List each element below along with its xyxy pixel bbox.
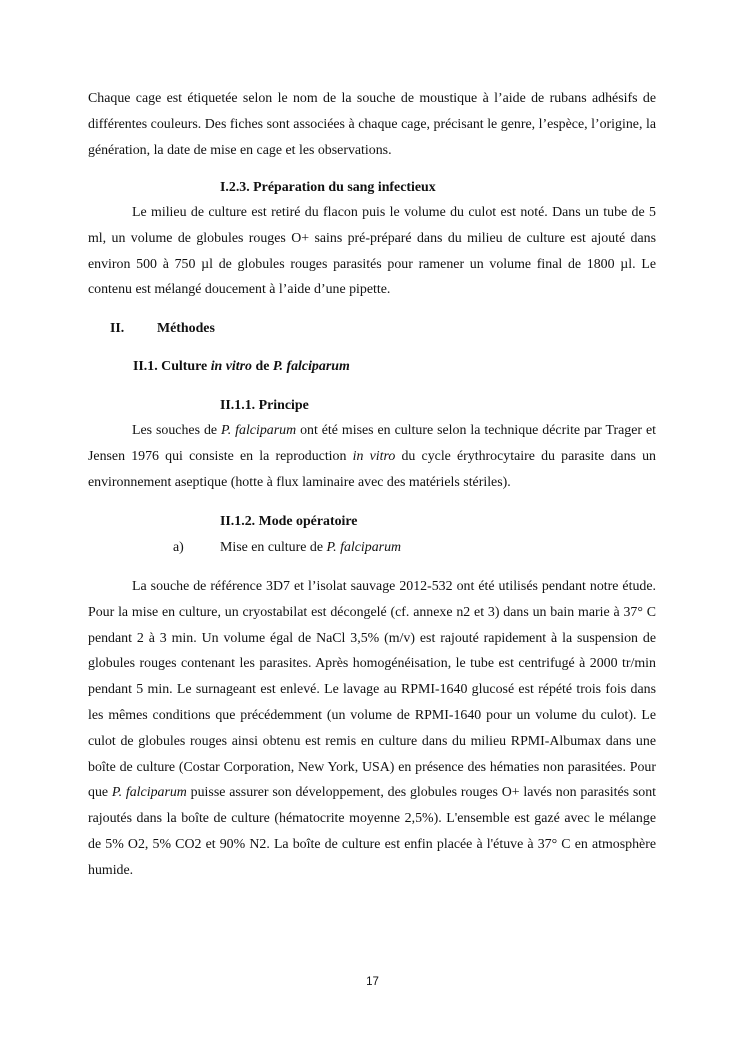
text-run: Les souches de: [132, 423, 222, 438]
heading-ii-1-part: de: [252, 359, 273, 374]
heading-ii-1-1: II.1.1. Principe: [220, 398, 309, 413]
text-run: du cycle érythrocytaire du parasite dans un environnement aseptique (hotte à flux laminaire avec des matériels stériles).: [88, 448, 657, 490]
heading-ii-1-2: II.1.2. Mode opératoire: [220, 514, 358, 529]
heading-ii-1: [133, 359, 350, 375]
list-item-a-label: a): [173, 540, 184, 555]
text-run: P. falciparum: [111, 785, 187, 801]
page-number: 17: [366, 976, 379, 988]
text-run: in vitro: [352, 448, 396, 464]
list-item-a-text: [220, 540, 401, 556]
heading-ii-title: Méthodes: [157, 321, 215, 336]
paragraph-cage-labeling: Chaque cage est étiquetée selon le nom de la souche de moustique à l’aide de rubans adhésifs de différentes couleurs. Des fiches sont associées à chaque cage, précisant le genre, l’espèce, l’origine, la génération, la date de mise en cage et les observations.: [88, 91, 656, 158]
heading-ii-1-part: in vitro: [210, 359, 252, 374]
paragraph-principle: [88, 418, 656, 495]
text-run: P. falciparum: [221, 423, 297, 438]
text-run: La souche de référence 3D7 et l’isolat sauvage 2012-532 ont été utilisés pendant notre étude. Pour la mise en culture, un cryostabilat est décongelé (cf. annexe n2 et 3) dans un bain marie à 37° C pendant 2 à 3 min. Un volume égal de NaCl 3,5% (m/v) est rajouté rapidement à la suspension de globules rouges contenant les parasites. Après homogénéisation, le tube est centrifugé à 2000 tr/min pendant 5 min. Le surnageant est enlevé. Le lavage au RPMI-1640 glucosé est répété trois fois dans les mêmes conditions que précédemment (un volume de RPMI-1640 pour un volume du culot). Le culot de globules rouges ainsi obtenu est remis en culture dans du milieu RPMI-Albumax dans une boîte de culture (Costar Corporation, New York, USA) en présence des hématies non parasitées. Pour que: [88, 579, 656, 801]
text-run: ont été mises en culture selon la technique décrite par Trager et Jensen 1976 qui consiste en la reproduction: [88, 423, 656, 464]
heading-ii-1-part: II.1. Culture: [133, 359, 211, 374]
paragraph-culture-procedure: [88, 574, 656, 884]
heading-ii-number: II.: [110, 321, 125, 336]
heading-i-2-3: I.2.3. Préparation du sang infectieux: [220, 180, 436, 195]
heading-ii-1-part: P. falciparum: [272, 359, 350, 374]
text-run: Mise en culture de: [220, 540, 327, 555]
text-run: puisse assurer son développement, des globules rouges O+ lavés non parasités sont rajoutés dans la boîte de culture (hématocrite moyenne 2,5%). L'ensemble est gazé avec le mélange de 5% O2, 5% CO2 et 90% N2. La boîte de culture est enfin placée à l'étuve à 37° C en atmosphère humide.: [88, 785, 656, 878]
paragraph-blood-preparation: Le milieu de culture est retiré du flacon puis le volume du culot est noté. Dans un tube de 5 ml, un volume de globules rouges O+ sains pré-préparé dans du milieu de culture est ajouté dans environ 500 à 750 µl de globules rouges parasités pour ramener un volume final de 1800 µl. Le contenu est mélangé doucement à l’aide d’une pipette.: [88, 205, 656, 298]
text-run: P. falciparum: [326, 540, 402, 555]
